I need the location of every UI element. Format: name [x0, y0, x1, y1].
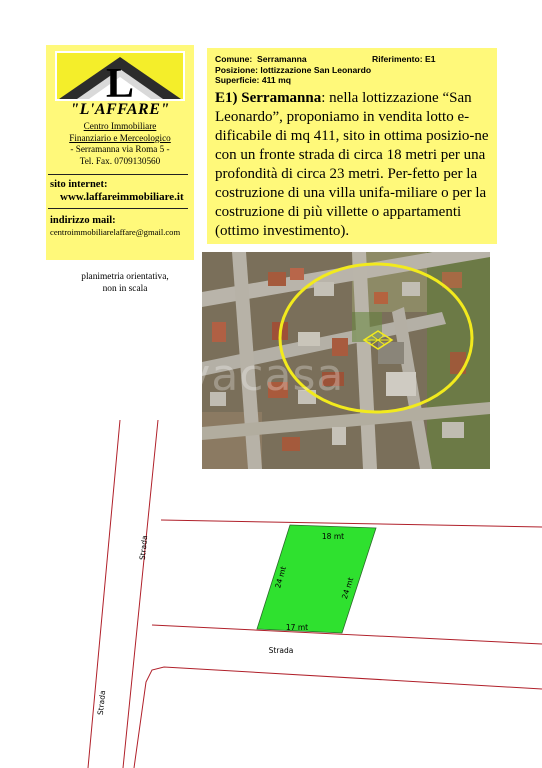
website-link[interactable]: www.laffareimmobiliare.it	[60, 191, 184, 203]
plan-note-line: planimetria orientativa,	[81, 272, 169, 282]
agency-card	[46, 45, 194, 260]
watermark: trovacasa	[120, 350, 345, 401]
email-label: indirizzo mail:	[50, 215, 116, 226]
plan-note	[70, 271, 180, 295]
plan-note-line: non in scala	[102, 284, 148, 294]
comune-field: Comune: Serramanna	[215, 54, 307, 64]
lot-left-label: 24 mt	[273, 565, 288, 590]
agency-desc-line: Finanziario e Merceologico	[69, 132, 171, 143]
agency-logo	[55, 51, 185, 101]
riferimento-field: Riferimento: E1	[372, 54, 436, 64]
divider	[48, 208, 188, 209]
road-label: Strada	[137, 534, 150, 561]
road-label: Strada	[268, 646, 294, 655]
listing-header	[215, 54, 493, 86]
lot-bottom-label: 17 mt	[285, 623, 309, 632]
lot-plan	[0, 400, 542, 768]
agency-address: - Serramanna via Roma 5 -	[70, 144, 170, 154]
agency-name: "L'AFFARE"	[70, 101, 170, 118]
logo-letter: L	[105, 61, 135, 101]
posizione-field: Posizione: lottizzazione San Leonardo	[215, 64, 372, 75]
divider	[48, 174, 188, 175]
email-link[interactable]: centroimmobiliarelaffare@gmail.com	[50, 227, 181, 237]
agency-description	[46, 121, 194, 167]
agency-desc-line: Centro Immobiliare	[83, 121, 157, 131]
listing-description	[215, 89, 497, 241]
listing-info-box	[207, 48, 497, 244]
lot-top-label: 18 mt	[321, 532, 345, 541]
lot-right-label: 24 mt	[339, 576, 356, 601]
superficie-field: Superficie: 411 mq	[215, 75, 291, 85]
road-label: Strada	[95, 689, 108, 716]
listing-title: E1) Serramanna	[215, 90, 322, 106]
agency-phone: Tel. Fax. 0709130560	[79, 155, 161, 166]
listing-text: : nella lottizzazione “San Leonardo”, proponiamo in vendita lotto e-dificabile di mq 411, sito in ottima posizio-ne con un fronte strada di circa 18 metri per una profondità di circa 23 metri. Per-fetto per la costruzione di una villa unifa-miliare o per la costruzione di più villette o appartamenti (ottimo investimento).	[215, 90, 489, 239]
website-label: sito internet:	[50, 179, 108, 190]
